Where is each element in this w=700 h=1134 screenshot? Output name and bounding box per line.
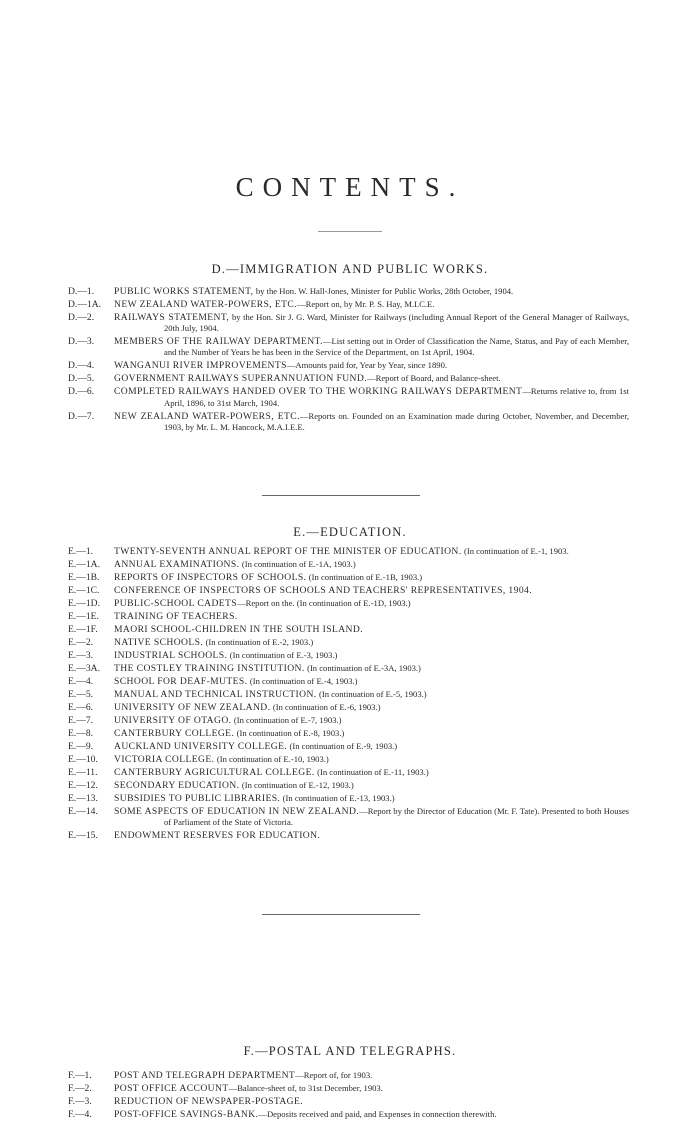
entry-code: E.—12. xyxy=(68,780,98,791)
list-item xyxy=(0,663,700,674)
list-item xyxy=(0,728,700,739)
list-item xyxy=(0,1109,700,1120)
list-item xyxy=(0,1070,700,1081)
list-item xyxy=(0,793,700,804)
entry-code: E.—1A. xyxy=(68,559,100,570)
entry-code: D.—5. xyxy=(68,373,95,385)
list-item xyxy=(0,715,700,726)
list-item xyxy=(0,741,700,752)
list-item xyxy=(0,624,700,635)
entry-code: E.—1C. xyxy=(68,585,100,596)
entry-text: NATIVE SCHOOLS. (In continuation of E.-2, 1903.) xyxy=(114,637,314,648)
list-item xyxy=(0,1096,700,1107)
entry-text: THE COSTLEY TRAINING INSTITUTION. (In continuation of E.-3A, 1903.) xyxy=(114,663,421,674)
entry-code: F.—4. xyxy=(68,1109,92,1120)
entry-code: D.—2. xyxy=(68,312,95,323)
title-divider xyxy=(318,231,382,232)
list-item xyxy=(0,754,700,765)
entry-text: CANTERBURY COLLEGE. (In continuation of E.-8, 1903.) xyxy=(114,728,345,739)
list-item xyxy=(0,780,700,791)
entry-code: E.—1B. xyxy=(68,572,100,583)
entry-text: MEMBERS OF THE RAILWAY DEPARTMENT.—List setting out in Order of Classification the Name, Status, and Pay of each Member, and the Number of Years he has been in the Service of the Department, on 1st April, 1904. xyxy=(114,336,629,358)
entry-code: D.—3. xyxy=(68,336,95,348)
entry-code: E.—13. xyxy=(68,793,98,804)
entry-code: F.—3. xyxy=(68,1096,92,1107)
list-item xyxy=(0,373,700,384)
list-item xyxy=(0,299,700,310)
section-f-list xyxy=(0,1070,700,1120)
entry-code: E.—14. xyxy=(68,806,98,817)
entry-text: PUBLIC-SCHOOL CADETS—Report on the. (In continuation of E.-1D, 1903.) xyxy=(114,598,411,609)
entry-code: D.—4. xyxy=(68,360,95,372)
entry-text: MANUAL AND TECHNICAL INSTRUCTION. (In continuation of E.-5, 1903.) xyxy=(114,689,427,700)
list-item xyxy=(0,1083,700,1094)
section-f xyxy=(0,1044,700,1122)
list-item xyxy=(0,598,700,609)
entry-code: D.—7. xyxy=(68,410,95,422)
list-item xyxy=(0,286,700,297)
list-item xyxy=(0,767,700,778)
list-item xyxy=(0,702,700,713)
list-item xyxy=(0,611,700,622)
entry-text: MAORI SCHOOL-CHILDREN IN THE SOUTH ISLAND. xyxy=(114,624,363,635)
section-f-heading: F.—POSTAL AND TELEGRAPHS. xyxy=(243,1044,457,1058)
entry-text: ENDOWMENT RESERVES FOR EDUCATION. xyxy=(114,830,321,842)
entry-text: UNIVERSITY OF NEW ZEALAND. (In continuation of E.-6, 1903.) xyxy=(114,702,381,713)
entry-text: POST OFFICE ACCOUNT—Balance-sheet of, to 31st December, 1903. xyxy=(114,1083,383,1094)
entry-text: WANGANUI RIVER IMPROVEMENTS—Amounts paid for, Year by Year, since 1890. xyxy=(114,360,448,372)
entry-code: F.—2. xyxy=(68,1083,92,1094)
list-item xyxy=(0,572,700,583)
entry-code: E.—7. xyxy=(68,715,94,726)
entry-text: CANTERBURY AGRICULTURAL COLLEGE. (In continuation of E.-11, 1903.) xyxy=(114,767,429,778)
entry-code: E.—2. xyxy=(68,637,94,648)
entry-text: POST-OFFICE SAVINGS-BANK.—Deposits received and paid, and Expenses in connection therewith. xyxy=(114,1109,497,1120)
list-item xyxy=(0,676,700,687)
entry-text: SOME ASPECTS OF EDUCATION IN NEW ZEALAND.—Report by the Director of Education (Mr. F. Tate). Presented to both Houses of Parliament of the State of Victoria. xyxy=(114,806,629,828)
section-e-heading: E.—EDUCATION. xyxy=(293,525,407,539)
list-item xyxy=(0,336,700,358)
list-item xyxy=(0,386,700,408)
section-d xyxy=(0,262,700,435)
entry-code: E.—10. xyxy=(68,754,98,765)
section-d-heading: D.—IMMIGRATION AND PUBLIC WORKS. xyxy=(211,262,489,276)
entry-text: REDUCTION OF NEWSPAPER-POSTAGE. xyxy=(114,1096,304,1107)
section-e-list xyxy=(0,546,700,841)
entry-code: E.—11. xyxy=(68,767,98,778)
list-item xyxy=(0,411,700,433)
entry-code: E.—6. xyxy=(68,702,94,713)
entry-text: TWENTY-SEVENTH ANNUAL REPORT OF THE MINISTER OF EDUCATION. (In continuation of E.-1, 1903. xyxy=(114,546,569,557)
entry-text: POST AND TELEGRAPH DEPARTMENT—Report of, for 1903. xyxy=(114,1070,373,1081)
entry-text: CONFERENCE OF INSPECTORS OF SCHOOLS AND TEACHERS' REPRESENTATIVES, 1904. xyxy=(114,585,533,596)
entry-code: D.—6. xyxy=(68,386,95,398)
entry-code: E.—5. xyxy=(68,689,94,700)
section-divider xyxy=(262,914,420,915)
entry-code: D.—1. xyxy=(68,286,95,297)
entry-text: SECONDARY EDUCATION. (In continuation of E.-12, 1903.) xyxy=(114,780,354,791)
entry-code: E.—15. xyxy=(68,830,98,842)
entry-text: SUBSIDIES TO PUBLIC LIBRARIES. (In continuation of E.-13, 1903.) xyxy=(114,793,395,804)
section-divider xyxy=(262,495,420,496)
entry-text: ANNUAL EXAMINATIONS. (In continuation of E.-1A, 1903.) xyxy=(114,559,356,570)
entry-code: E.—4. xyxy=(68,676,94,687)
list-item xyxy=(0,650,700,661)
entry-code: E.—9. xyxy=(68,741,94,752)
entry-code: E.—1F. xyxy=(68,624,98,635)
section-d-list xyxy=(0,286,700,433)
list-item xyxy=(0,806,700,828)
list-item xyxy=(0,830,700,841)
entry-text: RAILWAYS STATEMENT, by the Hon. Sir J. G. Ward, Minister for Railways (including Annual Report of the General Manager of Railways, 20th July, 1904. xyxy=(114,312,629,334)
entry-code: E.—3. xyxy=(68,650,94,661)
entry-text: UNIVERSITY OF OTAGO. (In continuation of E.-7, 1903.) xyxy=(114,715,342,726)
section-e xyxy=(0,525,700,843)
entry-code: E.—3A. xyxy=(68,663,100,674)
entry-text: AUCKLAND UNIVERSITY COLLEGE. (In continuation of E.-9, 1903.) xyxy=(114,741,398,752)
list-item xyxy=(0,637,700,648)
entry-code: E.—8. xyxy=(68,728,94,739)
entry-text: PUBLIC WORKS STATEMENT, by the Hon. W. Hall-Jones, Minister for Public Works, 28th October, 1904. xyxy=(114,286,514,297)
entry-text: NEW ZEALAND WATER-POWERS, ETC.—Reports on. Founded on an Examination made during October, November, and December, 1903, by Mr. L. M. Hancock, M.A.I.E.E. xyxy=(114,410,629,432)
list-item xyxy=(0,312,700,334)
entry-text: COMPLETED RAILWAYS HANDED OVER TO THE WORKING RAILWAYS DEPARTMENT—Returns relative to, from 1st April, 1896, to 31st March, 1904. xyxy=(114,386,629,408)
entry-code: E.—1. xyxy=(68,546,94,557)
entry-text: SCHOOL FOR DEAF-MUTES. (In continuation of E.-4, 1903.) xyxy=(114,676,358,687)
list-item xyxy=(0,689,700,700)
entry-code: E.—1E. xyxy=(68,611,99,622)
entry-text: TRAINING OF TEACHERS. xyxy=(114,611,238,622)
entry-text: NEW ZEALAND WATER-POWERS, ETC.—Report on, by Mr. P. S. Hay, M.I.C.E. xyxy=(114,299,435,310)
entry-text: REPORTS OF INSPECTORS OF SCHOOLS. (In continuation of E.-1B, 1903.) xyxy=(114,572,423,583)
entry-text: INDUSTRIAL SCHOOLS. (In continuation of E.-3, 1903.) xyxy=(114,650,338,661)
entry-code: F.—1. xyxy=(68,1070,92,1081)
page-title: CONTENTS. xyxy=(235,172,465,202)
entry-text: GOVERNMENT RAILWAYS SUPERANNUATION FUND.—Report of Board, and Balance-sheet. xyxy=(114,373,501,385)
entry-code: E.—1D. xyxy=(68,598,100,609)
entry-code: D.—1A. xyxy=(68,299,102,310)
list-item xyxy=(0,360,700,371)
entry-text: VICTORIA COLLEGE. (In continuation of E.-10, 1903.) xyxy=(114,754,329,765)
list-item xyxy=(0,585,700,596)
list-item xyxy=(0,559,700,570)
list-item xyxy=(0,546,700,557)
